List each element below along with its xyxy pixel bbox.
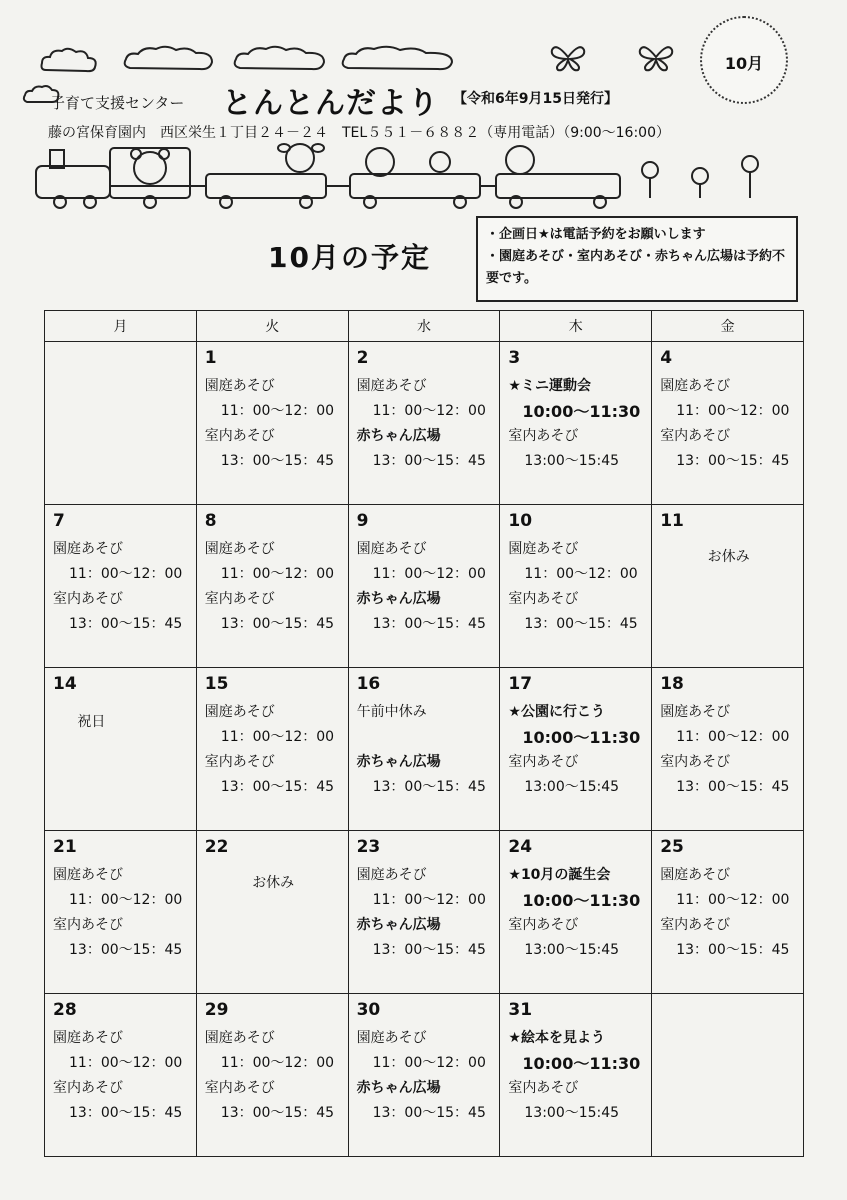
calendar-day-cell	[45, 831, 197, 994]
activity-time: 11：00～12：00	[220, 566, 335, 582]
activity-label: 赤ちゃん広場	[356, 754, 441, 770]
calendar-week-row	[45, 342, 804, 505]
activity-time: 11：00～12：00	[524, 566, 638, 582]
activity-label: 園庭あそび	[356, 1030, 427, 1046]
activity-label: 室内あそび	[204, 428, 275, 444]
event-title: ★ミニ運動会	[508, 378, 591, 394]
activity-label: 園庭あそび	[53, 867, 123, 883]
activity-label: 室内あそび	[660, 917, 731, 933]
activity-label: 室内あそび	[508, 1080, 579, 1096]
calendar-day-cell	[196, 831, 348, 994]
activity-label: 園庭あそび	[204, 704, 275, 720]
day-number: 14	[53, 674, 77, 694]
event-title: ★絵本を見よう	[508, 1030, 605, 1046]
activity-time	[357, 725, 494, 750]
activity-label: 室内あそび	[204, 754, 275, 770]
activity-label: 園庭あそび	[508, 541, 579, 557]
calendar-week-row	[45, 505, 804, 668]
calendar-week-row	[45, 994, 804, 1157]
cloud-decoration-mid1	[122, 44, 220, 74]
activity-time: 13：00～15：45	[676, 779, 790, 795]
day-number: 29	[204, 1000, 229, 1020]
activity-label: 室内あそび	[508, 754, 579, 770]
activity-label: 室内あそび	[660, 754, 731, 770]
activity-time: 11：00～12：00	[220, 729, 335, 745]
activity-time: 13：00～15：45	[524, 616, 638, 632]
activity-label: 室内あそび	[53, 1080, 123, 1096]
activity-label: 園庭あそび	[204, 1030, 275, 1046]
activity-label: 園庭あそび	[356, 541, 427, 557]
activity-label: 赤ちゃん広場	[356, 428, 441, 444]
day-number: 30	[356, 1000, 381, 1020]
activity-time: 11：00～12：00	[372, 892, 486, 908]
activity-label: 園庭あそび	[356, 867, 427, 883]
activity-time: 13:00～15:45	[524, 779, 620, 795]
activity-time: 13：00～15：45	[220, 779, 335, 795]
activity-time: 10:00～11:30	[522, 1054, 641, 1073]
calendar-table	[44, 310, 804, 1157]
calendar-day-cell	[348, 831, 500, 994]
activity-time: 13:00～15:45	[524, 942, 620, 958]
day-number: 18	[660, 674, 684, 694]
day-number: 25	[660, 837, 684, 857]
flower-decoration	[630, 150, 790, 204]
activity-time: 10:00～11:30	[522, 728, 641, 747]
activity-label: 園庭あそび	[53, 1030, 123, 1046]
activity-time: 11：00～12：00	[69, 1055, 183, 1071]
activity-time: 13：00～15：45	[69, 1105, 183, 1121]
activity-label: 室内あそび	[508, 428, 579, 444]
weekday-header: 水	[348, 311, 500, 342]
activity-label: 園庭あそび	[204, 378, 275, 394]
activity-label: 室内あそび	[660, 428, 731, 444]
weekday-header-row	[45, 311, 804, 342]
day-number: 11	[660, 511, 684, 531]
activity-label: 室内あそび	[53, 591, 123, 607]
activity-label: 園庭あそび	[660, 867, 731, 883]
calendar-day-cell	[45, 994, 197, 1157]
cloud-decoration-mid3	[340, 44, 460, 74]
calendar-day-cell	[500, 668, 652, 831]
calendar-day-cell	[652, 668, 804, 831]
activity-time: 13：00～15：45	[69, 616, 183, 632]
activity-time: 10:00～11:30	[522, 402, 641, 421]
activity-time: 10:00～11:30	[522, 891, 641, 910]
activity-time: 11：00～12：00	[676, 892, 790, 908]
activity-time: 11：00～12：00	[220, 403, 335, 419]
activity-label: 室内あそび	[53, 917, 123, 933]
calendar-day-cell	[500, 342, 652, 505]
day-number: 15	[204, 674, 229, 694]
center-subtitle: 子育て支援センター	[50, 94, 185, 112]
address-line: 藤の宮保育園内 西区栄生１丁目２４－２４ TEL５５１－６８８２（専用電話）（9:00～16:00）	[48, 125, 670, 141]
event-title: ★10月の誕生会	[508, 867, 611, 883]
calendar-day-cell	[500, 505, 652, 668]
day-number: 1	[204, 348, 217, 368]
train-illustration	[30, 138, 630, 214]
butterfly-decoration	[548, 42, 588, 72]
day-number: 22	[204, 837, 229, 857]
activity-time: 11：00～12：00	[69, 892, 183, 908]
calendar-day-cell	[652, 831, 804, 994]
activity-label: お休み	[252, 875, 295, 891]
activity-label: お休み	[707, 549, 750, 565]
calendar-day-cell	[348, 342, 500, 505]
cloud-decoration-left	[38, 46, 100, 76]
calendar-day-cell	[348, 668, 500, 831]
day-number: 31	[508, 1000, 533, 1020]
activity-label: 祝日	[77, 714, 106, 730]
day-number: 17	[508, 674, 533, 694]
day-number: 3	[508, 348, 521, 368]
calendar-day-cell	[348, 505, 500, 668]
activity-time: 13:00～15:45	[524, 1105, 620, 1121]
notice-line: ・園庭あそび・室内あそび・赤ちゃん広場は予約不要です。	[486, 249, 786, 286]
schedule-title: 10月の予定	[268, 241, 431, 274]
cloud-decoration-mid2	[232, 44, 332, 74]
day-number: 21	[53, 837, 77, 857]
notice-box	[476, 216, 798, 302]
activity-label: 赤ちゃん広場	[356, 917, 441, 933]
activity-label: 園庭あそび	[356, 378, 427, 394]
calendar-day-cell	[45, 342, 197, 505]
calendar-day-cell	[652, 994, 804, 1157]
activity-time: 11：00～12：00	[372, 566, 486, 582]
calendar-day-cell	[348, 994, 500, 1157]
activity-time: 13：00～15：45	[372, 942, 486, 958]
activity-time: 13：00～15：45	[372, 616, 486, 632]
activity-time: 11：00～12：00	[372, 1055, 486, 1071]
activity-label: 室内あそび	[204, 591, 275, 607]
day-number: 28	[53, 1000, 77, 1020]
activity-time: 13:00～15:45	[524, 453, 620, 469]
activity-label: 室内あそび	[508, 917, 579, 933]
day-number: 10	[508, 511, 533, 531]
activity-label: 室内あそび	[508, 591, 579, 607]
weekday-header: 火	[196, 311, 348, 342]
weekday-header: 金	[652, 311, 804, 342]
day-number: 24	[508, 837, 533, 857]
issue-date: 【令和6年9月15日発行】	[453, 91, 618, 107]
activity-time: 11：00～12：00	[676, 403, 790, 419]
calendar-week-row	[45, 668, 804, 831]
day-number: 4	[660, 348, 673, 368]
calendar-day-cell	[652, 342, 804, 505]
event-title: ★公園に行こう	[508, 704, 605, 720]
calendar-day-cell	[196, 505, 348, 668]
day-number: 8	[204, 511, 217, 531]
activity-label: 園庭あそび	[660, 378, 731, 394]
day-number: 7	[53, 511, 65, 531]
weekday-header: 月	[45, 311, 197, 342]
activity-label: 赤ちゃん広場	[356, 591, 441, 607]
activity-time: 13：00～15：45	[372, 1105, 486, 1121]
calendar-day-cell	[45, 668, 197, 831]
activity-time: 13：00～15：45	[372, 453, 486, 469]
calendar-day-cell	[196, 668, 348, 831]
activity-label: 園庭あそび	[204, 541, 275, 557]
activity-label: 園庭あそび	[660, 704, 731, 720]
activity-label: 園庭あそび	[53, 541, 123, 557]
activity-label: 赤ちゃん広場	[356, 1080, 441, 1096]
activity-time: 11：00～12：00	[69, 566, 183, 582]
day-number: 9	[356, 511, 369, 531]
calendar-day-cell	[652, 505, 804, 668]
notice-line: ・企画日★は電話予約をお願いします	[486, 227, 706, 242]
day-number: 16	[356, 674, 381, 694]
activity-time: 13：00～15：45	[676, 942, 790, 958]
day-number: 2	[356, 348, 369, 368]
activity-time: 13：00～15：45	[220, 453, 335, 469]
activity-time: 11：00～12：00	[372, 403, 486, 419]
day-number: 23	[356, 837, 381, 857]
calendar-week-row	[45, 831, 804, 994]
activity-label: 午前中休み	[356, 704, 427, 720]
calendar-day-cell	[196, 994, 348, 1157]
calendar-body	[45, 342, 804, 1157]
activity-time: 13：00～15：45	[676, 453, 790, 469]
activity-time: 13：00～15：45	[220, 616, 335, 632]
weekday-header: 木	[500, 311, 652, 342]
butterfly-decoration-2	[636, 42, 676, 72]
calendar-day-cell	[45, 505, 197, 668]
activity-time: 13：00～15：45	[372, 779, 486, 795]
calendar-day-cell	[196, 342, 348, 505]
activity-time: 13：00～15：45	[220, 1105, 335, 1121]
newsletter-title: とんとんだより	[222, 86, 439, 121]
activity-time: 11：00～12：00	[676, 729, 790, 745]
calendar-day-cell	[500, 831, 652, 994]
month-badge: 10月	[700, 16, 788, 104]
calendar-day-cell	[500, 994, 652, 1157]
activity-time: 11：00～12：00	[220, 1055, 335, 1071]
activity-time: 13：00～15：45	[69, 942, 183, 958]
activity-label: 室内あそび	[204, 1080, 275, 1096]
